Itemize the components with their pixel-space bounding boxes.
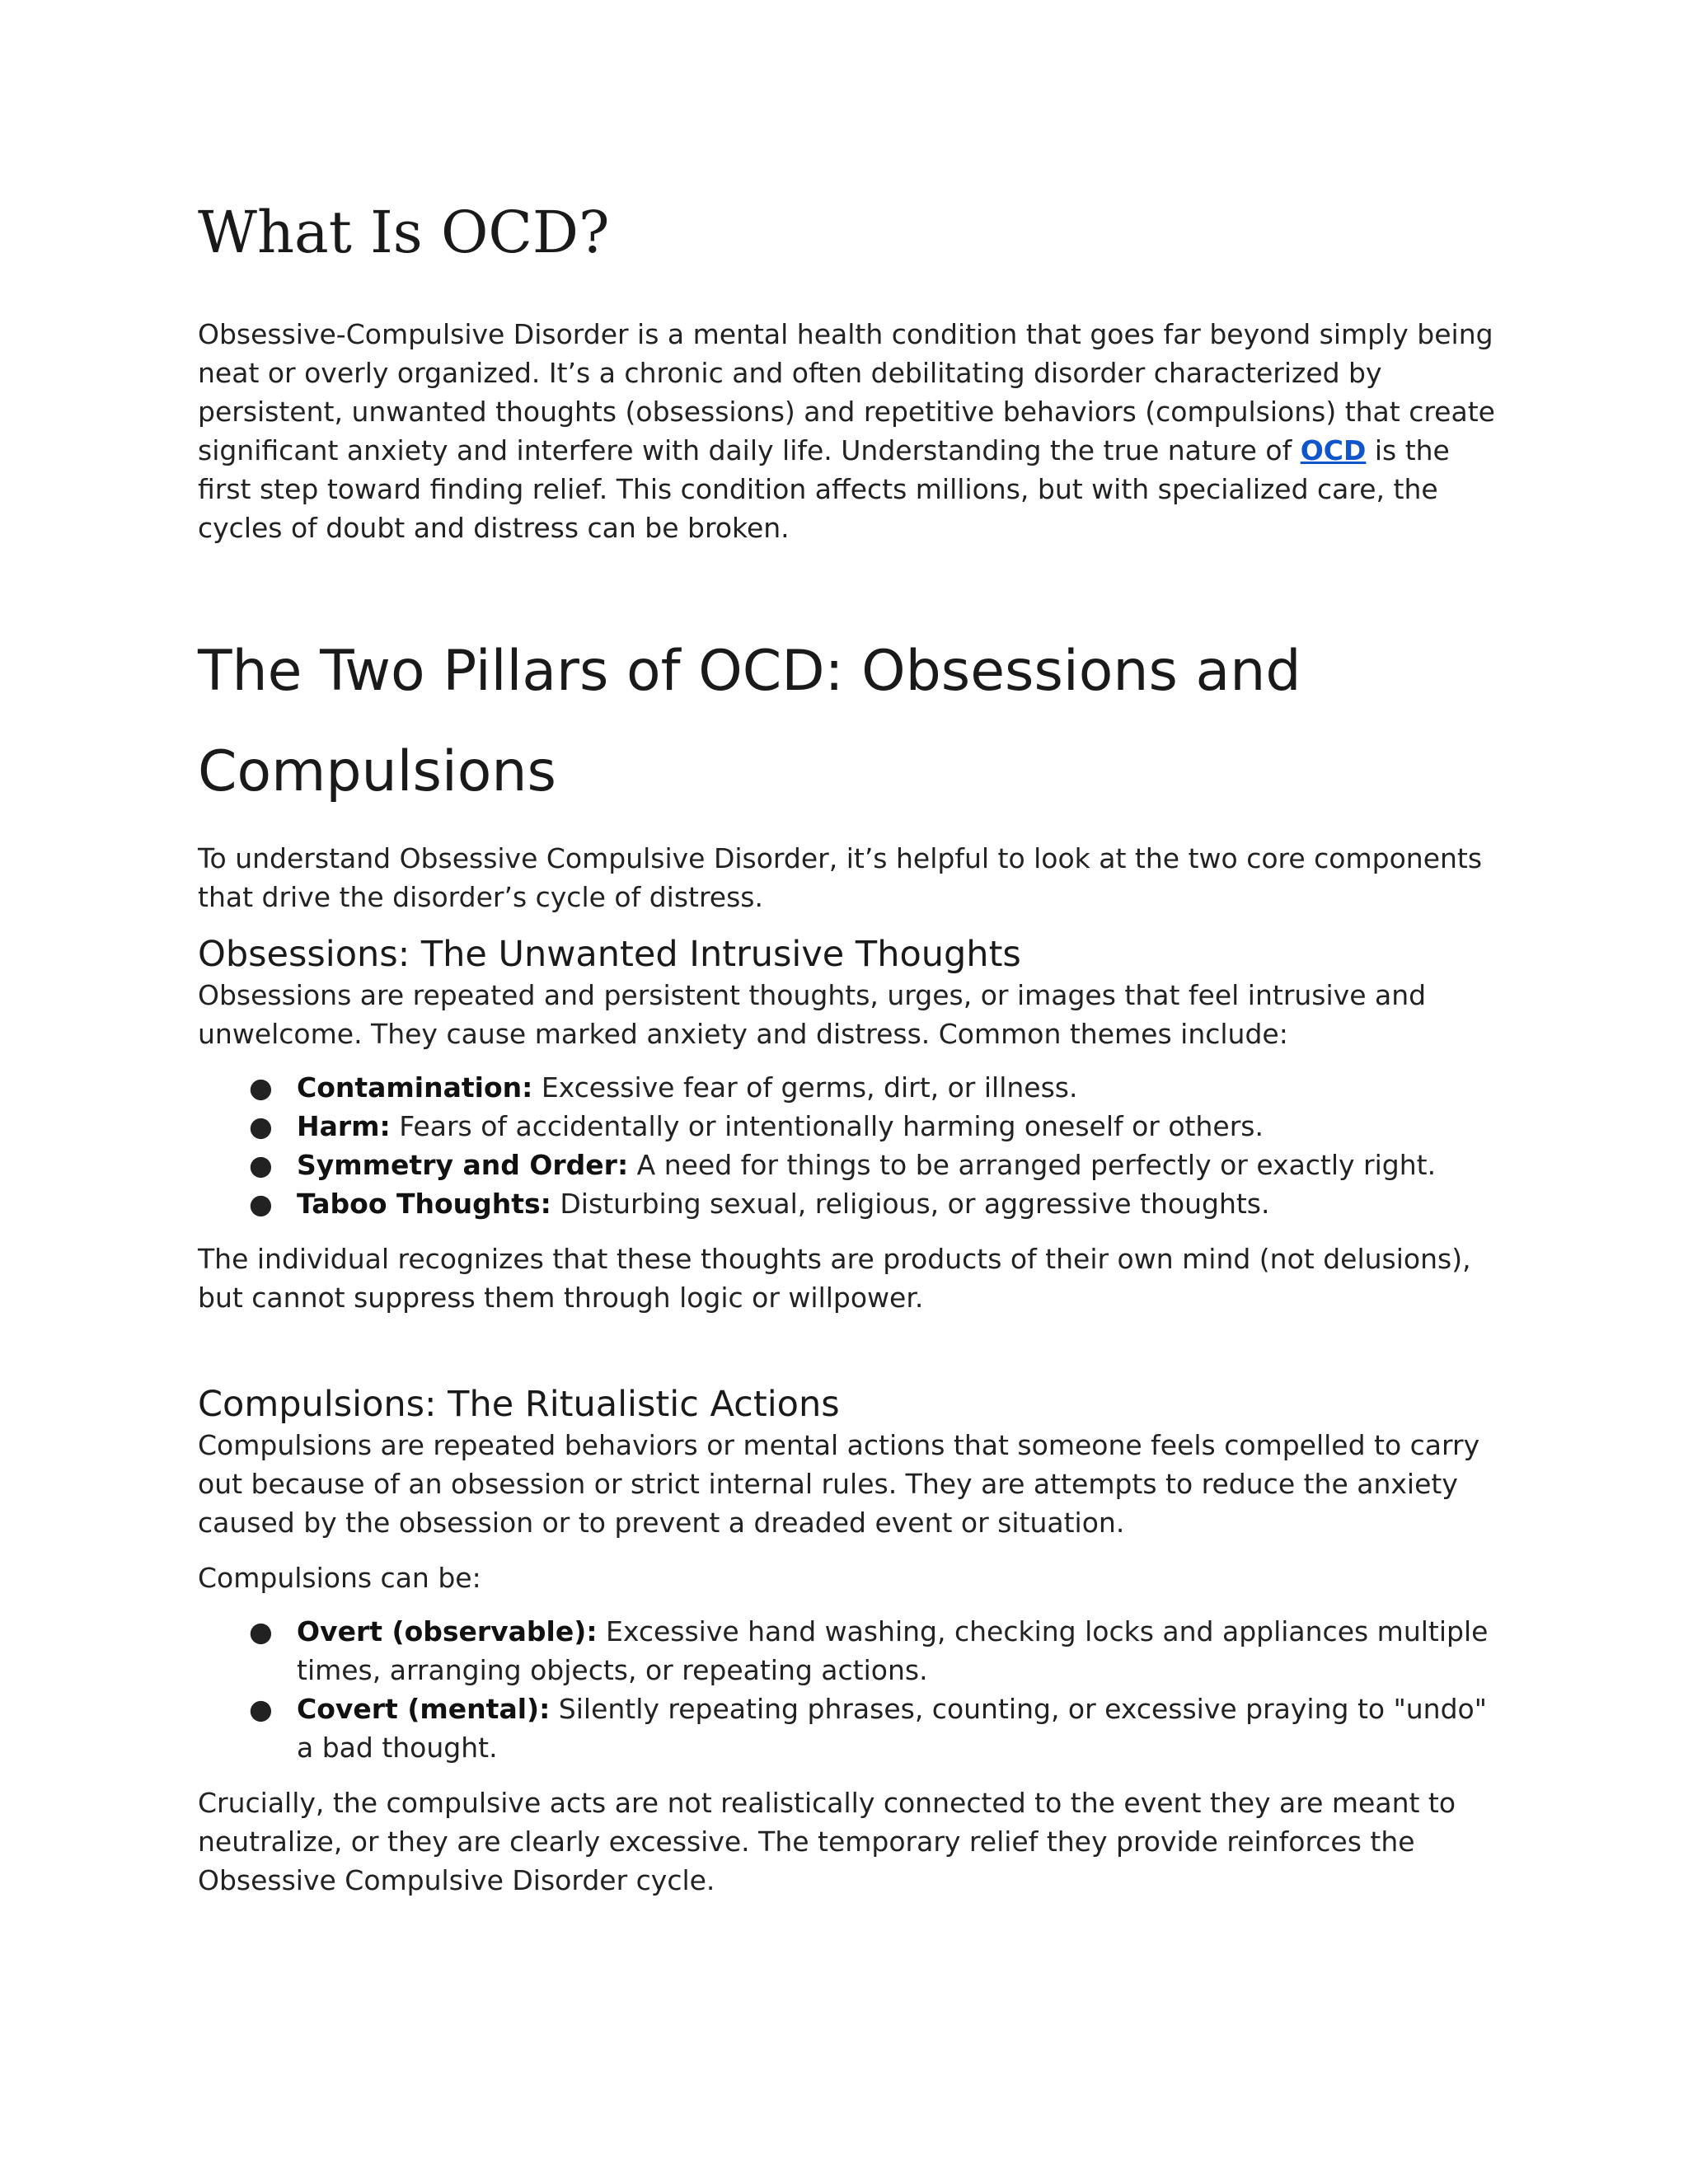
bullet-icon: ● [249, 1615, 273, 1647]
list-item-term: Overt (observable): [297, 1615, 598, 1647]
compulsions-closing: Crucially, the compulsive acts are not realistically connected to the event they are meant to neutralize, or they are clearly excessive. The temporary relief they provide reinforces the Obsessive Compulsive Disorder cycle. [198, 1787, 1456, 1896]
list-item-term: Symmetry and Order: [297, 1149, 629, 1181]
page-title: What Is OCD? [198, 199, 610, 266]
obsessions-heading: Obsessions: The Unwanted Intrusive Thoughts [198, 934, 1021, 975]
list-item-text: Excessive fear of germs, dirt, or illness. [532, 1071, 1078, 1104]
list-item-term: Contamination: [297, 1071, 533, 1104]
list-item [198, 1612, 1500, 1690]
section-heading: The Two Pillars of OCD: Obsessions and Compulsions [198, 639, 1301, 804]
list-item [198, 1107, 1500, 1146]
list-item-term: Taboo Thoughts: [297, 1188, 551, 1220]
compulsions-list [198, 1612, 1500, 1767]
list-item [198, 1184, 1500, 1223]
bullet-icon: ● [249, 1693, 273, 1725]
obsessions-closing: The individual recognizes that these thoughts are products of their own mind (not delusions), but cannot suppress them through logic or willpower. [198, 1243, 1471, 1314]
section-lead: To understand Obsessive Compulsive Disorder, it’s helpful to look at the two core components that drive the disorder’s cycle of distress. [198, 842, 1483, 913]
list-item-term: Harm: [297, 1110, 391, 1142]
compulsions-can-be: Compulsions can be: [198, 1562, 481, 1594]
intro-paragraph [198, 315, 1500, 547]
list-item-term: Covert (mental): [297, 1693, 551, 1725]
compulsions-intro: Compulsions are repeated behaviors or mental actions that someone feels compelled to carry out because of an obsession or strict internal rules. They are attempts to reduce the anxiety caused by the obsession or to prevent a dreaded event or situation. [198, 1429, 1480, 1539]
intro-text-before: Obsessive-Compulsive Disorder is a mental health condition that goes far beyond simply being neat or overly organized. It’s a chronic and often debilitating disorder characterized by persistent, unwanted thoughts (obsessions) and repetitive behaviors (compulsions) that create significant anxiety and interfere with daily life. Understanding the true nature of [198, 318, 1495, 466]
obsessions-intro: Obsessions are repeated and persistent thoughts, urges, or images that feel intrusive and unwelcome. They cause marked anxiety and distress. Common themes include: [198, 979, 1427, 1050]
list-item [198, 1068, 1500, 1107]
bullet-icon: ● [249, 1110, 273, 1142]
ocd-link[interactable]: OCD [1300, 434, 1367, 466]
intro-text-after: is the first step toward finding relief. This condition affects millions, but with specialized care, the cycles of doubt and distress can be broken. [198, 434, 1450, 544]
obsessions-list [198, 1068, 1500, 1223]
bullet-icon: ● [249, 1071, 273, 1104]
compulsions-heading: Compulsions: The Ritualistic Actions [198, 1384, 840, 1425]
bullet-icon: ● [249, 1149, 273, 1181]
bullet-icon: ● [249, 1188, 273, 1220]
list-item-text: Disturbing sexual, religious, or aggressive thoughts. [551, 1188, 1270, 1220]
list-item [198, 1146, 1500, 1184]
list-item-text: A need for things to be arranged perfectly or exactly right. [628, 1149, 1437, 1181]
list-item-text: Silently repeating phrases, counting, or excessive praying to "undo" a bad thought. [297, 1693, 1487, 1764]
document-content [198, 198, 1500, 1900]
section-spacer [198, 1317, 1500, 1383]
list-item-text: Fears of accidentally or intentionally harming oneself or others. [390, 1110, 1264, 1142]
list-item [198, 1690, 1500, 1767]
list-item-text: Excessive hand washing, checking locks and appliances multiple times, arranging objects, or repeating actions. [297, 1615, 1489, 1686]
